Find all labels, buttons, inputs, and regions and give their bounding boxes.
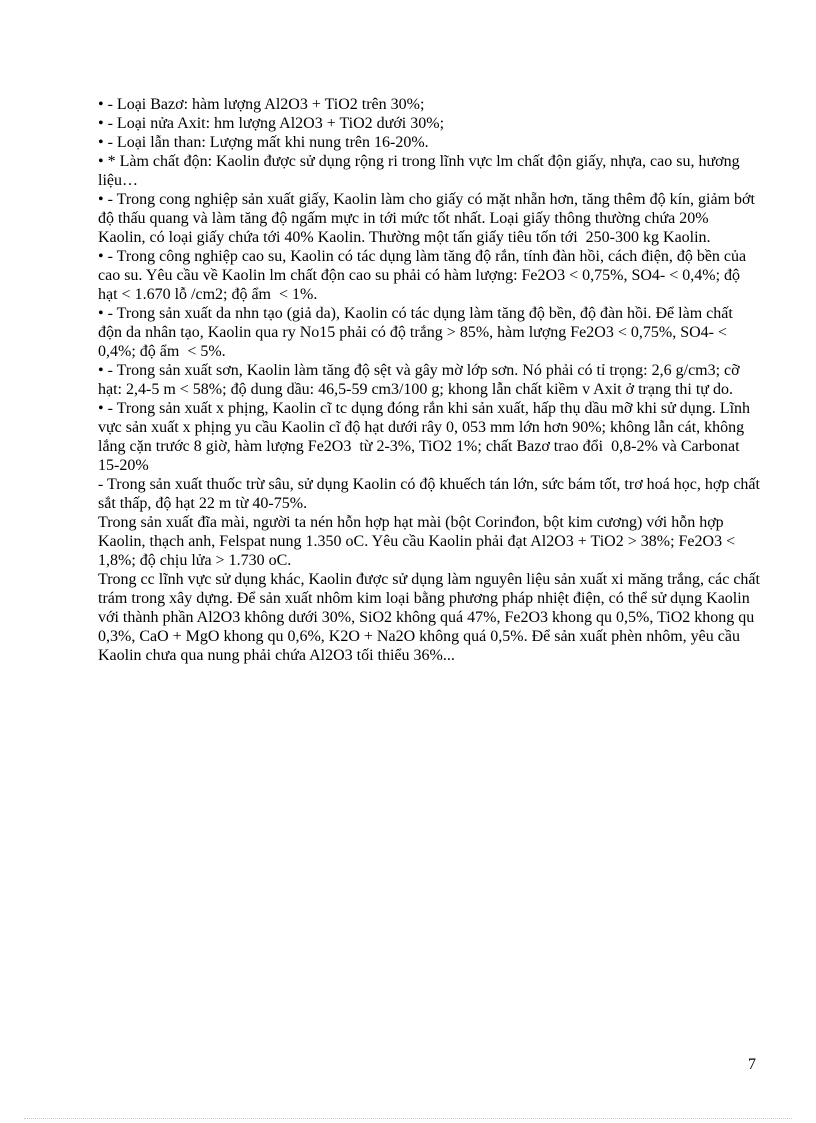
paragraph-pesticide: - Trong sản xuất thuốc trừ sâu, sử dụng Kaolin có độ khuếch tán lớn, sức bám tốt, trơ hoá học, hợp chất sắt thấp, độ hạt 22 m từ 40-75%. bbox=[98, 476, 764, 512]
paragraph-rubber-industry: • - Trong công nghiệp cao su, Kaolin có tác dụng làm tăng độ rắn, tính đàn hồi, cách điện, độ bền của cao su. Yêu cầu về Kaolin lm chất độn cao su phải có hàm lượng: Fe2O3 < 0,75%, SO4- < 0,4%; độ hạt < 1.670 lỗ /cm2; độ ẩm < 1%. bbox=[98, 248, 751, 303]
paragraph-grinding-disc: Trong sản xuất đĩa mài, người ta nén hỗn hợp hạt mài (bột Corinđon, bột kim cương) với hỗn hợp Kaolin, thạch anh, Felspat nung 1.350 oC. Yêu cầu Kaolin phải đạt Al2O3 + TiO2 > 38%; Fe2O3 < 1,8%; độ chịu lửa > 1.730 oC. bbox=[98, 514, 740, 569]
paragraph-semi-acid-type: • - Loại nửa Axit: hm lượng Al2O3 + TiO2 dưới 30%; bbox=[98, 115, 445, 132]
paragraph-paper-industry: • - Trong cong nghiệp sản xuất giấy, Kaolin làm cho giấy có mặt nhẵn hơn, tăng thêm độ kín, giảm bớt độ thấu quang và làm tăng độ ngấm mực in tới mức tốt nhất. Loại giấy thông thường chứa 20% Kaolin, có loại giấy chứa tới 40% Kaolin. Thường một tấn giấy tiêu tốn tới 250-300 kg Kaolin. bbox=[98, 191, 759, 246]
paragraph-filler-use: • * Làm chất độn: Kaolin được sử dụng rộng ri trong lĩnh vực lm chất độn giấy, nhựa, cao su, hương liệu… bbox=[98, 153, 744, 189]
body-text bbox=[98, 95, 764, 665]
paragraph-paint-industry: • - Trong sản xuất sơn, Kaolin làm tăng độ sệt và gây mờ lớp sơn. Nó phải có tỉ trọng: 2,6 g/cm3; cỡ hạt: 2,4-5 m < 58%; độ dung dầu: 46,5-59 cm3/100 g; khong lẫn chất kiềm v Axit ở trạng thi tự do. bbox=[98, 362, 744, 398]
paragraph-coal-mixed-type: • - Loại lẫn than: Lượng mất khi nung trên 16-20%. bbox=[98, 134, 429, 151]
paragraph-bazo-type: • - Loại Bazơ: hàm lượng Al2O3 + TiO2 trên 30%; bbox=[98, 96, 425, 113]
paragraph-other-uses: Trong cc lĩnh vực sử dụng khác, Kaolin được sử dụng làm nguyên liệu sản xuất xi măng trắng, các chất trám trong xây dựng. Để sản xuất nhôm kim loại bằng phương pháp nhiệt điện, có thể sử dụng Kaolin với thành phần Al2O3 không dưới 30%, SiO2 không quá 47%, Fe2O3 khong qu 0,5%, TiO2 khong qu 0,3%, CaO + MgO khong qu 0,6%, K2O + Na2O không quá 0,5%. Để sản xuất phèn nhôm, yêu cầu Kaolin chưa qua nung phải chứa Al2O3 tối thiểu 36%... bbox=[98, 571, 764, 664]
paragraph-artificial-leather: • - Trong sản xuất da nhn tạo (giả da), Kaolin có tác dụng làm tăng độ bền, độ đàn hồi. Để làm chất độn da nhân tạo, Kaolin qua ry No15 phải có độ trắng > 85%, hàm lượng Fe2O3 < 0,75%, SO4- < 0,4%; độ ẩm < 5%. bbox=[98, 305, 737, 360]
page-number: 7 bbox=[748, 1056, 756, 1073]
page-bottom-divider bbox=[24, 1118, 792, 1119]
paragraph-soap-industry: • - Trong sản xuất x phịng, Kaolin cĩ tc dụng đóng rắn khi sản xuất, hấp thụ dầu mỡ khi sử dụng. Lĩnh vực sản xuất x phịng yu cầu Kaolin cĩ độ hạt dưới rây 0, 053 mm lớn hơn 90%; không lẫn cát, không lắng cặn trước 8 giờ, hàm lượng Fe2O3 từ 2-3%, TiO2 1%; chất Bazơ trao đổi 0,8-2% và Carbonat 15-20% bbox=[98, 400, 755, 474]
